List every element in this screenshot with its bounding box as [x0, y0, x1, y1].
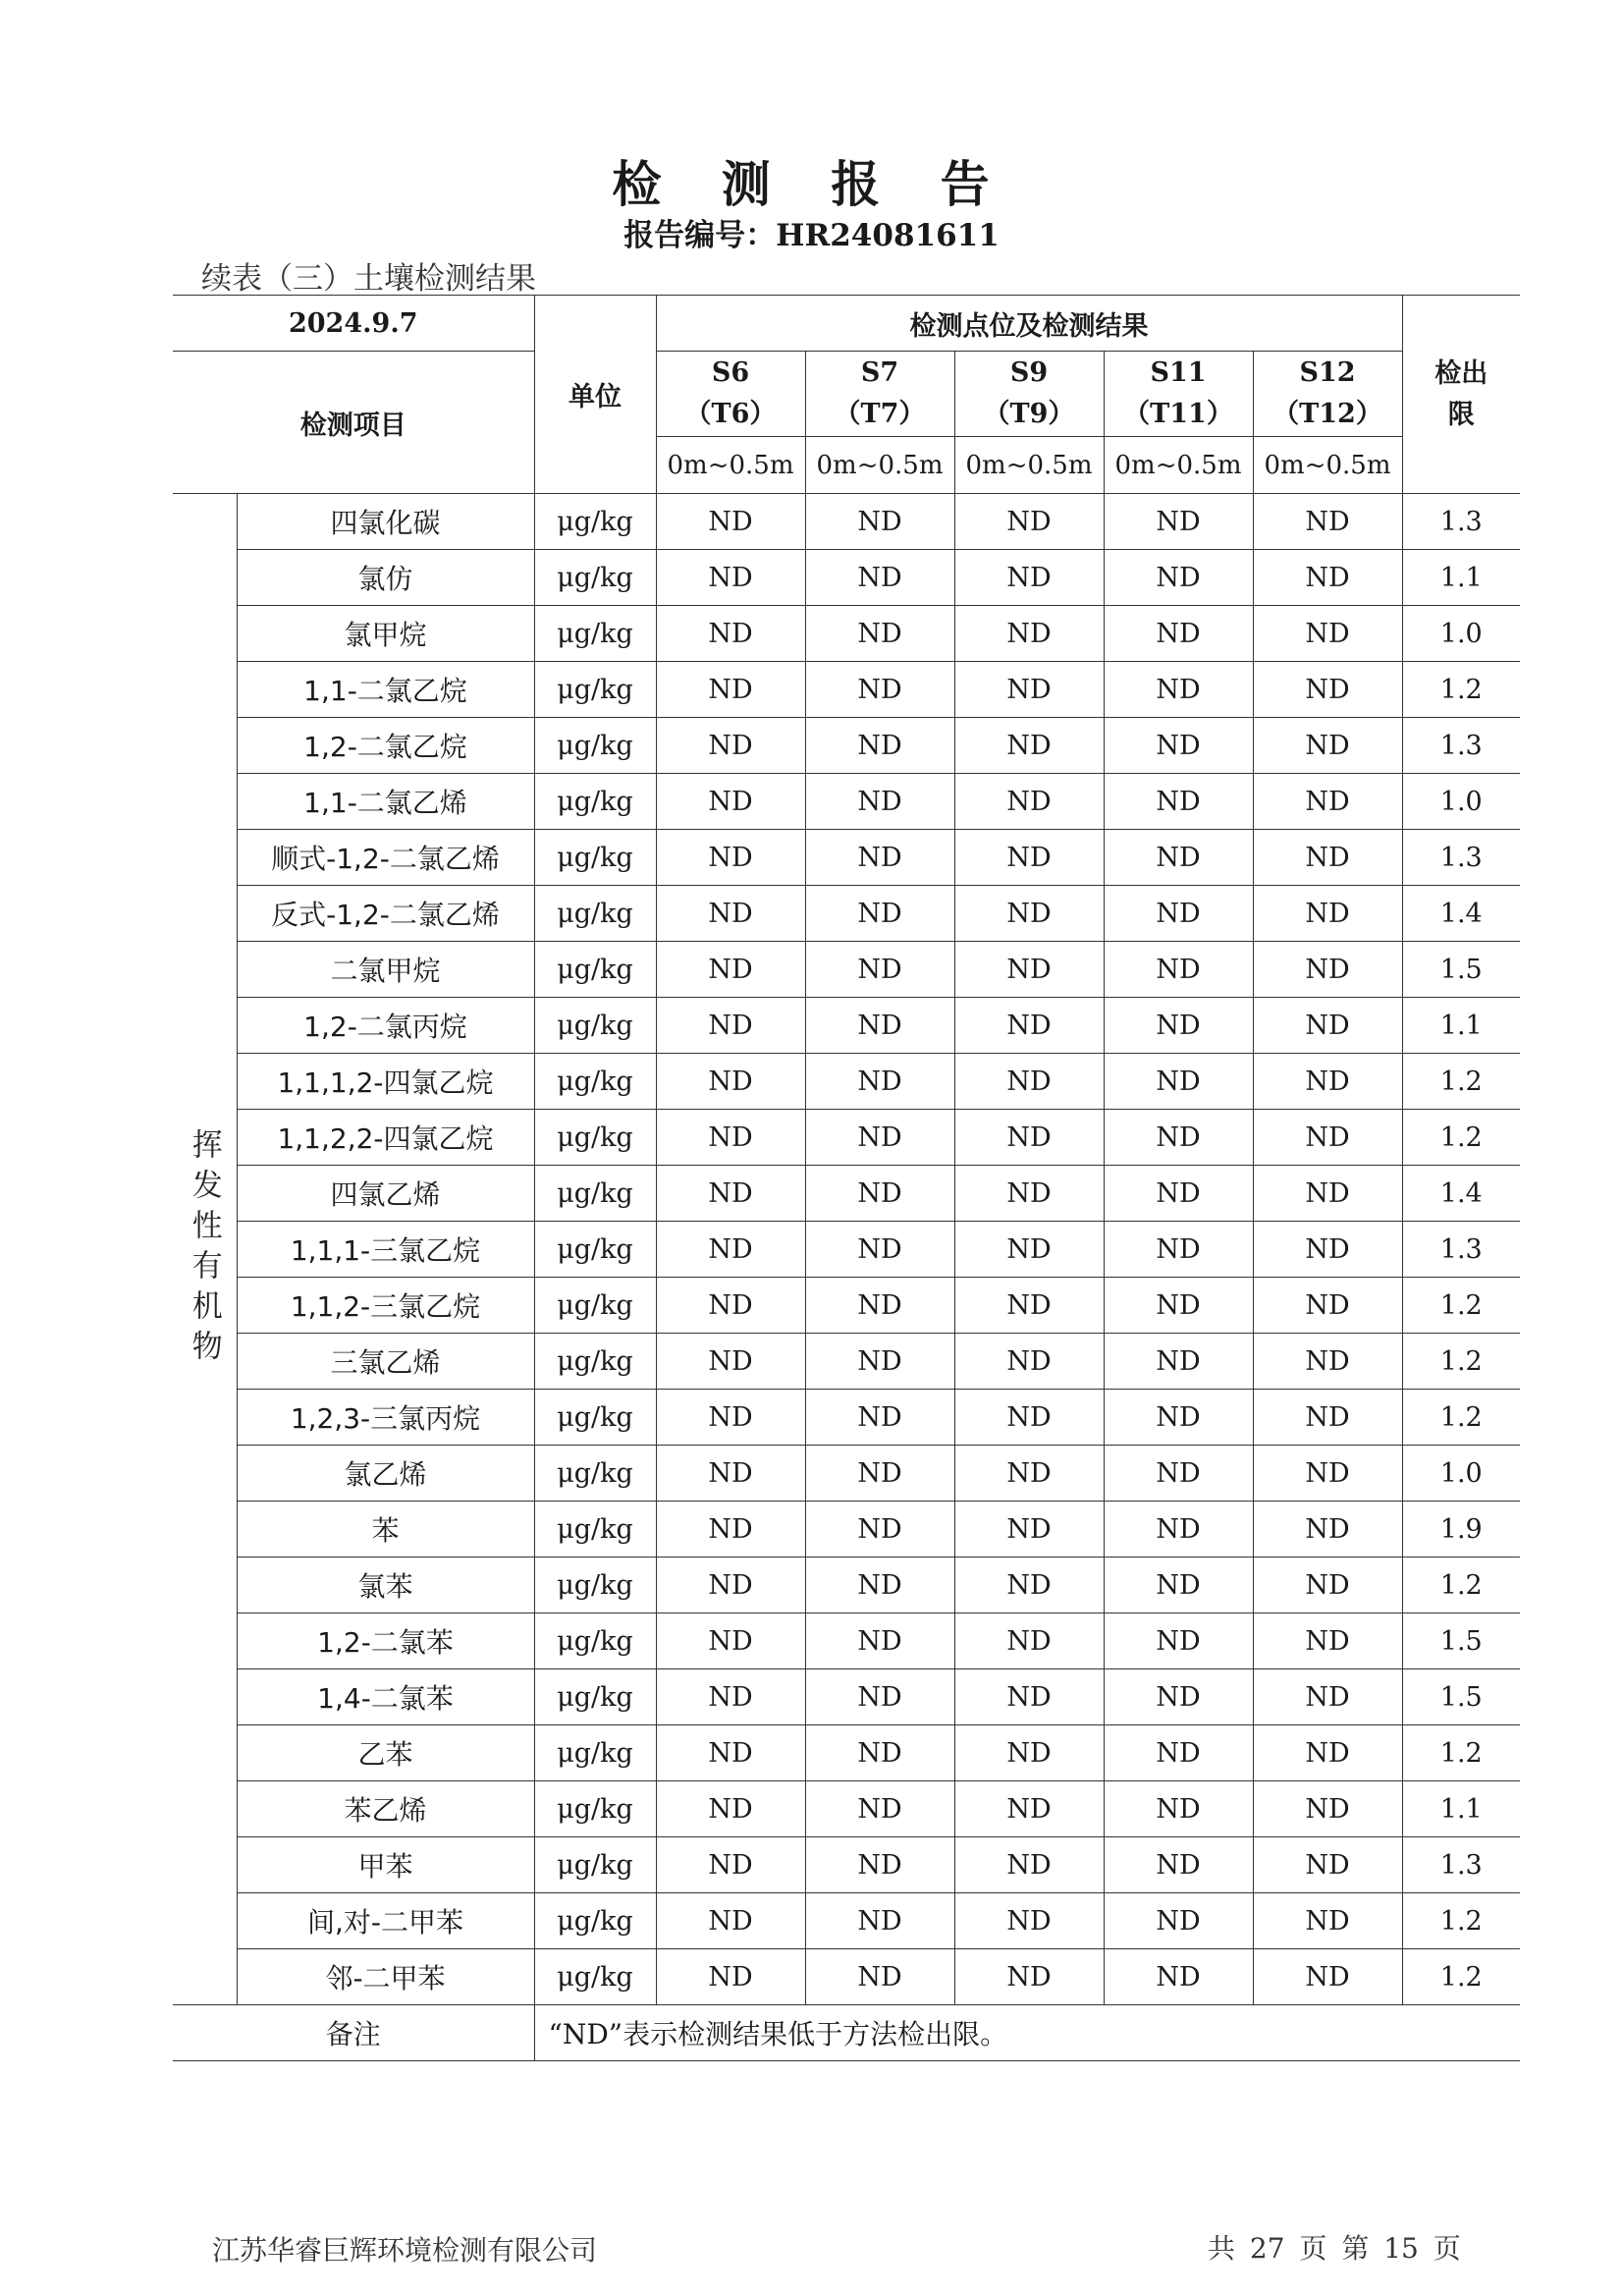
table-row	[173, 1949, 1520, 2005]
date-cell: 2024.9.7	[173, 296, 534, 352]
item-name: 三氯乙烯	[237, 1334, 534, 1390]
result-cell: ND	[805, 1390, 954, 1446]
result-cell: ND	[954, 1558, 1104, 1613]
result-cell: ND	[805, 998, 954, 1054]
unit-cell: μg/kg	[534, 942, 656, 998]
result-cell: ND	[954, 1725, 1104, 1781]
result-cell: ND	[1104, 494, 1253, 550]
result-cell: ND	[805, 1613, 954, 1669]
result-cell: ND	[805, 774, 954, 830]
limit-header	[1402, 296, 1520, 494]
result-cell: ND	[656, 662, 805, 718]
unit-cell: μg/kg	[534, 1222, 656, 1278]
result-cell: ND	[1253, 1446, 1402, 1502]
result-cell: ND	[954, 1334, 1104, 1390]
item-name: 氯乙烯	[237, 1446, 534, 1502]
table-row	[173, 1669, 1520, 1725]
note-text: “ND”表示检测结果低于方法检出限。	[534, 2005, 1520, 2061]
result-cell: ND	[805, 1446, 954, 1502]
item-name: 氯苯	[237, 1558, 534, 1613]
table-row	[173, 662, 1520, 718]
result-cell: ND	[954, 1893, 1104, 1949]
result-cell: ND	[1253, 1837, 1402, 1893]
limit-cell: 1.3	[1402, 494, 1520, 550]
unit-cell: μg/kg	[534, 1166, 656, 1222]
result-cell: ND	[954, 1222, 1104, 1278]
result-cell: ND	[805, 1893, 954, 1949]
table-row	[173, 1334, 1520, 1390]
result-cell: ND	[954, 1949, 1104, 2005]
item-name: 四氯化碳	[237, 494, 534, 550]
unit-cell: μg/kg	[534, 662, 656, 718]
result-cell: ND	[1253, 1558, 1402, 1613]
limit-cell: 1.4	[1402, 1166, 1520, 1222]
category-cell: 挥发性有机物	[173, 494, 237, 2005]
item-name: 氯仿	[237, 550, 534, 606]
result-cell: ND	[1104, 1166, 1253, 1222]
unit-cell: μg/kg	[534, 1278, 656, 1334]
item-name: 1,1,2,2-四氯乙烷	[237, 1110, 534, 1166]
table-row	[173, 1725, 1520, 1781]
result-cell: ND	[954, 886, 1104, 942]
item-name: 1,2-二氯苯	[237, 1613, 534, 1669]
result-cell: ND	[656, 606, 805, 662]
limit-cell: 1.5	[1402, 1669, 1520, 1725]
result-cell: ND	[656, 1222, 805, 1278]
result-cell: ND	[656, 1334, 805, 1390]
result-cell: ND	[1253, 1949, 1402, 2005]
item-name: 顺式-1,2-二氯乙烯	[237, 830, 534, 886]
result-cell: ND	[1253, 494, 1402, 550]
result-cell: ND	[1253, 830, 1402, 886]
item-name: 苯	[237, 1502, 534, 1558]
unit-cell: μg/kg	[534, 1054, 656, 1110]
limit-cell: 1.1	[1402, 550, 1520, 606]
result-cell: ND	[805, 550, 954, 606]
result-cell: ND	[805, 1502, 954, 1558]
table-row	[173, 606, 1520, 662]
site-header	[1104, 352, 1253, 437]
site-depth: 0m~0.5m	[1104, 437, 1253, 494]
site-header	[805, 352, 954, 437]
result-cell: ND	[1104, 1222, 1253, 1278]
table-caption: 续表（三）土壤检测结果	[201, 261, 536, 297]
limit-cell: 1.3	[1402, 718, 1520, 774]
result-cell: ND	[954, 606, 1104, 662]
limit-cell: 1.2	[1402, 1278, 1520, 1334]
result-cell: ND	[1253, 1166, 1402, 1222]
item-name: 邻-二甲苯	[237, 1949, 534, 2005]
result-cell: ND	[1253, 774, 1402, 830]
table-row	[173, 1054, 1520, 1110]
result-cell: ND	[805, 886, 954, 942]
item-name: 1,1-二氯乙烷	[237, 662, 534, 718]
limit-cell: 1.2	[1402, 1334, 1520, 1390]
result-cell: ND	[805, 718, 954, 774]
limit-cell: 1.2	[1402, 1893, 1520, 1949]
result-cell: ND	[656, 1893, 805, 1949]
item-name: 二氯甲烷	[237, 942, 534, 998]
unit-cell: μg/kg	[534, 1502, 656, 1558]
result-cell: ND	[656, 886, 805, 942]
limit-cell: 1.2	[1402, 662, 1520, 718]
limit-cell: 1.2	[1402, 1725, 1520, 1781]
result-cell: ND	[954, 1390, 1104, 1446]
item-name: 苯乙烯	[237, 1781, 534, 1837]
result-cell: ND	[656, 774, 805, 830]
result-cell: ND	[656, 998, 805, 1054]
unit-cell: μg/kg	[534, 606, 656, 662]
result-cell: ND	[1253, 1334, 1402, 1390]
item-name: 1,4-二氯苯	[237, 1669, 534, 1725]
result-cell: ND	[805, 1781, 954, 1837]
table-row	[173, 1558, 1520, 1613]
site-depth: 0m~0.5m	[656, 437, 805, 494]
table-row	[173, 1110, 1520, 1166]
result-cell: ND	[805, 830, 954, 886]
result-cell: ND	[805, 1222, 954, 1278]
result-cell: ND	[805, 1166, 954, 1222]
note-row	[173, 2005, 1520, 2061]
unit-cell: μg/kg	[534, 1613, 656, 1669]
unit-cell: μg/kg	[534, 1893, 656, 1949]
result-cell: ND	[656, 1502, 805, 1558]
site-sub: （T9）	[983, 399, 1075, 429]
unit-cell: μg/kg	[534, 718, 656, 774]
report-number: 报告编号：HR24081611	[623, 218, 1000, 253]
table-row	[173, 1222, 1520, 1278]
result-cell: ND	[805, 1669, 954, 1725]
header-row-date	[173, 296, 1520, 352]
result-cell: ND	[1104, 662, 1253, 718]
result-cell: ND	[1104, 1781, 1253, 1837]
result-cell: ND	[1104, 606, 1253, 662]
unit-cell: μg/kg	[534, 1669, 656, 1725]
result-cell: ND	[1104, 830, 1253, 886]
item-name: 1,1-二氯乙烯	[237, 774, 534, 830]
result-cell: ND	[954, 1837, 1104, 1893]
result-cell: ND	[805, 1110, 954, 1166]
result-cell: ND	[1104, 1278, 1253, 1334]
result-cell: ND	[656, 1669, 805, 1725]
unit-cell: μg/kg	[534, 1558, 656, 1613]
unit-cell: μg/kg	[534, 998, 656, 1054]
site-sub: （T7）	[834, 399, 926, 429]
header-row-sites	[173, 352, 1520, 437]
result-cell: ND	[1253, 1669, 1402, 1725]
result-cell: ND	[805, 494, 954, 550]
site-sub: （T12）	[1272, 399, 1382, 429]
result-cell: ND	[1253, 1613, 1402, 1669]
table-row	[173, 1502, 1520, 1558]
item-name: 甲苯	[237, 1837, 534, 1893]
item-name: 1,2-二氯乙烷	[237, 718, 534, 774]
table-row	[173, 886, 1520, 942]
site-header	[1253, 352, 1402, 437]
site-id: S9	[1009, 357, 1049, 388]
unit-cell: μg/kg	[534, 1334, 656, 1390]
note-label: 备注	[173, 2005, 534, 2061]
result-cell: ND	[1104, 1334, 1253, 1390]
result-cell: ND	[656, 718, 805, 774]
result-cell: ND	[1253, 1725, 1402, 1781]
limit-header-text: 检出限	[1434, 357, 1488, 430]
result-cell: ND	[1104, 1949, 1253, 2005]
site-sub: （T11）	[1123, 399, 1233, 429]
result-cell: ND	[954, 830, 1104, 886]
limit-cell: 1.0	[1402, 774, 1520, 830]
table-row	[173, 774, 1520, 830]
unit-cell: μg/kg	[534, 1725, 656, 1781]
result-cell: ND	[656, 1949, 805, 2005]
footer-company: 江苏华睿巨辉环境检测有限公司	[212, 2234, 598, 2267]
unit-cell: μg/kg	[534, 494, 656, 550]
result-cell: ND	[1104, 718, 1253, 774]
result-cell: ND	[1104, 1613, 1253, 1669]
site-id: S7	[860, 357, 899, 388]
table-row	[173, 1837, 1520, 1893]
table-row	[173, 550, 1520, 606]
result-cell: ND	[805, 1949, 954, 2005]
unit-cell: μg/kg	[534, 1837, 656, 1893]
limit-cell: 1.1	[1402, 1781, 1520, 1837]
table-row	[173, 1278, 1520, 1334]
site-id: S12	[1299, 357, 1356, 388]
table-row	[173, 1390, 1520, 1446]
result-cell: ND	[805, 1278, 954, 1334]
limit-cell: 1.4	[1402, 886, 1520, 942]
result-cell: ND	[1104, 1446, 1253, 1502]
result-cell: ND	[954, 1613, 1104, 1669]
item-name: 间,对-二甲苯	[237, 1893, 534, 1949]
site-id: S6	[711, 357, 750, 388]
result-cell: ND	[656, 942, 805, 998]
limit-cell: 1.2	[1402, 1558, 1520, 1613]
table-row	[173, 1613, 1520, 1669]
result-cell: ND	[1253, 550, 1402, 606]
table-row	[173, 494, 1520, 550]
result-cell: ND	[954, 1278, 1104, 1334]
item-name: 1,1,2-三氯乙烷	[237, 1278, 534, 1334]
result-cell: ND	[1253, 998, 1402, 1054]
table-row	[173, 1781, 1520, 1837]
result-cell: ND	[656, 494, 805, 550]
result-cell: ND	[1104, 774, 1253, 830]
result-cell: ND	[1253, 1054, 1402, 1110]
result-cell: ND	[954, 1110, 1104, 1166]
limit-cell: 1.3	[1402, 1222, 1520, 1278]
result-cell: ND	[656, 1446, 805, 1502]
result-cell: ND	[805, 942, 954, 998]
item-name: 四氯乙烯	[237, 1166, 534, 1222]
unit-cell: μg/kg	[534, 1110, 656, 1166]
result-cell: ND	[1253, 718, 1402, 774]
unit-cell: μg/kg	[534, 830, 656, 886]
result-cell: ND	[1253, 1278, 1402, 1334]
limit-cell: 1.1	[1402, 998, 1520, 1054]
unit-cell: μg/kg	[534, 1446, 656, 1502]
result-cell: ND	[656, 1558, 805, 1613]
result-cell: ND	[1253, 662, 1402, 718]
unit-cell: μg/kg	[534, 550, 656, 606]
item-name: 1,1,1,2-四氯乙烷	[237, 1054, 534, 1110]
result-cell: ND	[1104, 1725, 1253, 1781]
result-cell: ND	[1253, 1893, 1402, 1949]
limit-cell: 1.9	[1402, 1502, 1520, 1558]
result-cell: ND	[954, 550, 1104, 606]
item-name: 1,2-二氯丙烷	[237, 998, 534, 1054]
limit-cell: 1.2	[1402, 1054, 1520, 1110]
result-cell: ND	[656, 1390, 805, 1446]
result-cell: ND	[656, 1613, 805, 1669]
table-row	[173, 998, 1520, 1054]
soil-results-table	[173, 295, 1520, 2061]
table-row	[173, 1893, 1520, 1949]
result-cell: ND	[1253, 1110, 1402, 1166]
site-sub: （T6）	[684, 399, 777, 429]
item-name: 1,2,3-三氯丙烷	[237, 1390, 534, 1446]
result-cell: ND	[1104, 1502, 1253, 1558]
unit-cell: μg/kg	[534, 1781, 656, 1837]
result-cell: ND	[656, 1781, 805, 1837]
result-cell: ND	[805, 1054, 954, 1110]
limit-cell: 1.0	[1402, 606, 1520, 662]
footer-page-info: 共 27 页 第 15 页	[1208, 2232, 1461, 2265]
unit-cell: μg/kg	[534, 774, 656, 830]
table-row	[173, 942, 1520, 998]
result-cell: ND	[656, 1110, 805, 1166]
unit-header: 单位	[534, 296, 656, 494]
site-depth: 0m~0.5m	[954, 437, 1104, 494]
limit-cell: 1.2	[1402, 1110, 1520, 1166]
table-row	[173, 1446, 1520, 1502]
result-cell: ND	[954, 1446, 1104, 1502]
limit-cell: 1.5	[1402, 1613, 1520, 1669]
result-cell: ND	[1104, 1110, 1253, 1166]
result-cell: ND	[656, 830, 805, 886]
site-depth: 0m~0.5m	[1253, 437, 1402, 494]
item-name: 反式-1,2-二氯乙烯	[237, 886, 534, 942]
limit-cell: 1.0	[1402, 1446, 1520, 1502]
result-cell: ND	[805, 1725, 954, 1781]
site-depth: 0m~0.5m	[805, 437, 954, 494]
limit-cell: 1.3	[1402, 830, 1520, 886]
result-cell: ND	[1104, 886, 1253, 942]
result-cell: ND	[656, 1166, 805, 1222]
result-cell: ND	[1104, 1054, 1253, 1110]
table-row	[173, 1166, 1520, 1222]
result-cell: ND	[1253, 1222, 1402, 1278]
result-cell: ND	[954, 718, 1104, 774]
result-cell: ND	[954, 1781, 1104, 1837]
result-cell: ND	[656, 550, 805, 606]
site-header	[954, 352, 1104, 437]
result-cell: ND	[805, 1558, 954, 1613]
result-cell: ND	[656, 1054, 805, 1110]
results-header: 检测点位及检测结果	[656, 296, 1402, 352]
unit-cell: μg/kg	[534, 1390, 656, 1446]
item-name: 乙苯	[237, 1725, 534, 1781]
result-cell: ND	[1104, 998, 1253, 1054]
unit-cell: μg/kg	[534, 1949, 656, 2005]
item-name: 氯甲烷	[237, 606, 534, 662]
result-cell: ND	[1253, 1502, 1402, 1558]
site-header	[656, 352, 805, 437]
result-cell: ND	[1253, 606, 1402, 662]
item-name: 1,1,1-三氯乙烷	[237, 1222, 534, 1278]
limit-cell: 1.5	[1402, 942, 1520, 998]
result-cell: ND	[1104, 942, 1253, 998]
result-cell: ND	[1104, 1558, 1253, 1613]
result-cell: ND	[954, 1166, 1104, 1222]
result-cell: ND	[656, 1837, 805, 1893]
result-cell: ND	[1104, 1893, 1253, 1949]
result-cell: ND	[1104, 1837, 1253, 1893]
result-cell: ND	[805, 1334, 954, 1390]
result-cell: ND	[954, 494, 1104, 550]
limit-cell: 1.2	[1402, 1390, 1520, 1446]
result-cell: ND	[1253, 1390, 1402, 1446]
result-cell: ND	[954, 998, 1104, 1054]
unit-cell: μg/kg	[534, 886, 656, 942]
report-title: 检 测 报 告	[612, 155, 1011, 213]
result-cell: ND	[805, 606, 954, 662]
item-header: 检测项目	[173, 352, 534, 494]
result-cell: ND	[954, 942, 1104, 998]
result-cell: ND	[1253, 886, 1402, 942]
result-cell: ND	[656, 1725, 805, 1781]
result-cell: ND	[1104, 1669, 1253, 1725]
result-cell: ND	[1253, 1781, 1402, 1837]
result-cell: ND	[1104, 550, 1253, 606]
table-row	[173, 718, 1520, 774]
limit-cell: 1.3	[1402, 1837, 1520, 1893]
result-cell: ND	[954, 1502, 1104, 1558]
result-cell: ND	[656, 1278, 805, 1334]
result-cell: ND	[954, 1669, 1104, 1725]
site-id: S11	[1150, 357, 1207, 388]
result-cell: ND	[805, 1837, 954, 1893]
limit-cell: 1.2	[1402, 1949, 1520, 2005]
result-cell: ND	[1104, 1390, 1253, 1446]
result-cell: ND	[954, 1054, 1104, 1110]
result-cell: ND	[805, 662, 954, 718]
result-cell: ND	[1253, 942, 1402, 998]
result-cell: ND	[954, 662, 1104, 718]
table-row	[173, 830, 1520, 886]
result-cell: ND	[954, 774, 1104, 830]
